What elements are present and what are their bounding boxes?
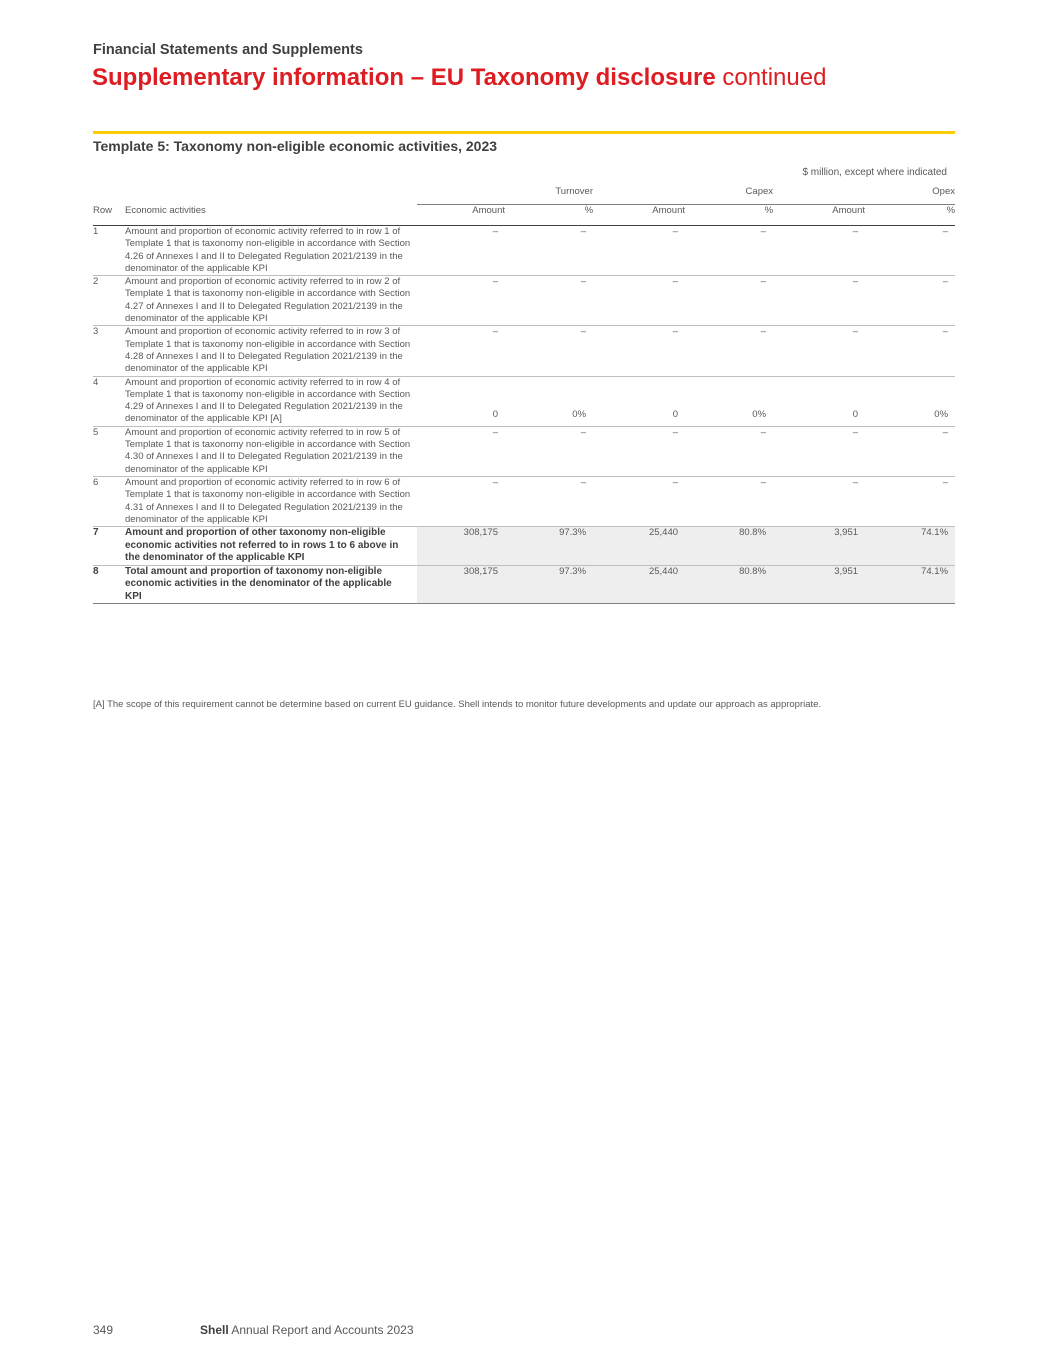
- turnover-pct: –: [505, 226, 593, 276]
- table-row: [93, 476, 955, 526]
- opex-amount: –: [773, 276, 865, 326]
- capex-pct: –: [685, 226, 773, 276]
- table-row: [93, 376, 955, 426]
- row-number: 6: [93, 476, 125, 526]
- row-number: 1: [93, 226, 125, 276]
- activity-description: Amount and proportion of economic activity referred to in row 5 of Template 1 that is taxonomy non-eligible in accordance with Section 4.30 of Annexes I and II to Delegated Regulation 2021/2139 in the denominator of the applicable KPI: [125, 426, 417, 476]
- section-label: Financial Statements and Supplements: [93, 42, 363, 58]
- capex-pct: 80.8%: [685, 527, 773, 566]
- opex-amount: –: [773, 476, 865, 526]
- taxonomy-table: [93, 186, 955, 604]
- col-capex-pct: %: [685, 205, 773, 226]
- opex-amount: 3,951: [773, 565, 865, 604]
- table-row-grand-total: [93, 565, 955, 604]
- row-number: 7: [93, 527, 125, 566]
- row-number: 8: [93, 565, 125, 604]
- table-row: [93, 276, 955, 326]
- opex-amount: –: [773, 326, 865, 376]
- opex-amount: –: [773, 226, 865, 276]
- col-opex-amount: Amount: [773, 205, 865, 226]
- table-row-other-total: [93, 527, 955, 566]
- col-capex-amount: Amount: [593, 205, 685, 226]
- turnover-amount: –: [417, 476, 505, 526]
- activity-description: Amount and proportion of economic activity referred to in row 2 of Template 1 that is taxonomy non-eligible in accordance with Section 4.27 of Annexes I and II to Delegated Regulation 2021/2139 in the denominator of the applicable KPI: [125, 276, 417, 326]
- report-title: Annual Report and Accounts 2023: [231, 1323, 414, 1337]
- opex-pct: 0%: [865, 376, 955, 426]
- opex-pct: –: [865, 226, 955, 276]
- turnover-amount: –: [417, 426, 505, 476]
- activity-description: Amount and proportion of economic activity referred to in row 1 of Template 1 that is taxonomy non-eligible in accordance with Section 4.26 of Annexes I and II to Delegated Regulation 2021/2139 in the denominator of the applicable KPI: [125, 226, 417, 276]
- table-row: [93, 226, 955, 276]
- capex-amount: –: [593, 476, 685, 526]
- capex-amount: 0: [593, 376, 685, 426]
- col-turnover-amount: Amount: [417, 205, 505, 226]
- capex-pct: 80.8%: [685, 565, 773, 604]
- footnote: [A] The scope of this requirement cannot be determine based on current EU guidance. Shell intends to monitor future developments and update our approach as appropriate.: [93, 699, 822, 710]
- opex-pct: –: [865, 276, 955, 326]
- capex-amount: –: [593, 226, 685, 276]
- opex-amount: –: [773, 426, 865, 476]
- turnover-amount: 308,175: [417, 565, 505, 604]
- turnover-amount: 0: [417, 376, 505, 426]
- opex-pct: 74.1%: [865, 527, 955, 566]
- capex-amount: –: [593, 426, 685, 476]
- capex-amount: 25,440: [593, 527, 685, 566]
- activity-description: Amount and proportion of economic activity referred to in row 4 of Template 1 that is taxonomy non-eligible in accordance with Section 4.29 of Annexes I and II to Delegated Regulation 2021/2139 in the denominator of the applicable KPI [A]: [125, 376, 417, 426]
- col-activities: Economic activities: [125, 205, 417, 226]
- turnover-pct: 97.3%: [505, 565, 593, 604]
- capex-amount: 25,440: [593, 565, 685, 604]
- turnover-amount: –: [417, 276, 505, 326]
- capex-pct: –: [685, 276, 773, 326]
- activity-description: Amount and proportion of economic activity referred to in row 6 of Template 1 that is taxonomy non-eligible in accordance with Section 4.31 of Annexes I and II to Delegated Regulation 2021/2139 in the denominator of the applicable KPI: [125, 476, 417, 526]
- col-turnover-pct: %: [505, 205, 593, 226]
- opex-amount: 3,951: [773, 527, 865, 566]
- capex-amount: –: [593, 276, 685, 326]
- turnover-amount: –: [417, 226, 505, 276]
- turnover-pct: –: [505, 426, 593, 476]
- brand-name: Shell: [200, 1323, 229, 1337]
- units-note: $ million, except where indicated: [802, 167, 947, 178]
- table-row: [93, 426, 955, 476]
- row-number: 4: [93, 376, 125, 426]
- col-row: Row: [93, 205, 125, 226]
- activity-description: Amount and proportion of economic activity referred to in row 3 of Template 1 that is taxonomy non-eligible in accordance with Section 4.28 of Annexes I and II to Delegated Regulation 2021/2139 in the denominator of the applicable KPI: [125, 326, 417, 376]
- table-row: [93, 326, 955, 376]
- turnover-pct: –: [505, 476, 593, 526]
- page-title: [92, 64, 826, 92]
- capex-amount: –: [593, 326, 685, 376]
- opex-pct: –: [865, 476, 955, 526]
- group-header-row: [93, 186, 955, 205]
- group-opex: Opex: [773, 186, 955, 205]
- opex-pct: –: [865, 326, 955, 376]
- turnover-pct: 97.3%: [505, 527, 593, 566]
- col-opex-pct: %: [865, 205, 955, 226]
- activity-description: Amount and proportion of other taxonomy non-eligible economic activities not referred to in rows 1 to 6 above in the denominator of the applicable KPI: [125, 527, 417, 566]
- turnover-amount: –: [417, 326, 505, 376]
- activity-description: Total amount and proportion of taxonomy non-eligible economic activities in the denominator of the applicable KPI: [125, 565, 417, 604]
- page-title-main: Supplementary information – EU Taxonomy disclosure: [92, 64, 716, 91]
- group-turnover: Turnover: [417, 186, 593, 205]
- row-number: 5: [93, 426, 125, 476]
- template-title: Template 5: Taxonomy non-eligible economic activities, 2023: [93, 138, 498, 154]
- row-number: 2: [93, 276, 125, 326]
- capex-pct: –: [685, 476, 773, 526]
- group-capex: Capex: [593, 186, 773, 205]
- capex-pct: –: [685, 426, 773, 476]
- opex-pct: 74.1%: [865, 565, 955, 604]
- turnover-amount: 308,175: [417, 527, 505, 566]
- turnover-pct: 0%: [505, 376, 593, 426]
- footer-report-title: [200, 1323, 414, 1337]
- row-number: 3: [93, 326, 125, 376]
- capex-pct: 0%: [685, 376, 773, 426]
- opex-amount: 0: [773, 376, 865, 426]
- turnover-pct: –: [505, 326, 593, 376]
- section-divider: [93, 131, 955, 134]
- opex-pct: –: [865, 426, 955, 476]
- capex-pct: –: [685, 326, 773, 376]
- page-title-suffix: continued: [722, 64, 827, 91]
- turnover-pct: –: [505, 276, 593, 326]
- page-number: 349: [93, 1323, 114, 1337]
- column-header-row: [93, 205, 955, 226]
